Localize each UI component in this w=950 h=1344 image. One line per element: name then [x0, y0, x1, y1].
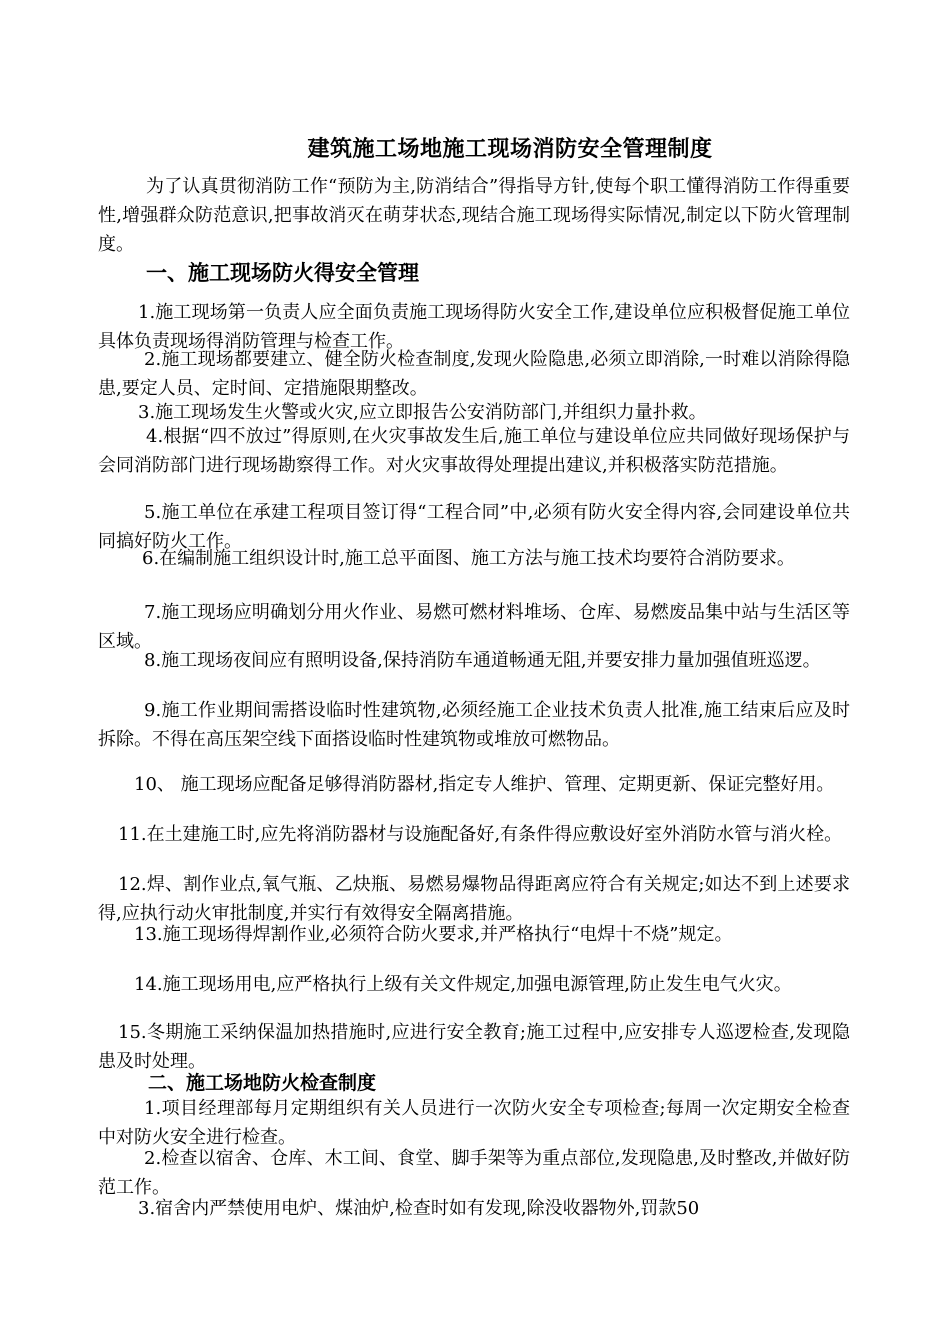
section1-item-3: 3.施工现场发生火警或火灾,应立即报告公安消防部门,并组织力量扑救。 — [138, 402, 707, 423]
section1-item-13: 13.施工现场得焊割作业,必须符合防火要求,并严格执行“电焊十不烧”规定。 — [134, 924, 733, 945]
section1-item-10: 10、 施工现场应配备足够得消防器材,指定专人维护、管理、定期更新、保证完整好用。 — [134, 774, 835, 795]
section1-item-11: 11.在土建施工时,应先将消防器材与设施配备好,有条件得应敷设好室外消防水管与消火栓。 — [118, 824, 843, 845]
section1-item-8: 8.施工现场夜间应有照明设备,保持消防车通道畅通无阻,并要安排力量加强值班巡逻。 — [144, 650, 821, 671]
section1-item-15: 15.冬期施工采纳保温加热措施时,应进行安全教育;施工过程中,应安排专人巡逻检查,发现隐患及时处理。 — [98, 1022, 850, 1072]
section1-item-9: 9.施工作业期间需搭设临时性建筑物,必须经施工企业技术负责人批准,施工结束后应及时拆除。不得在高压架空线下面搭设临时性建筑物或堆放可燃物品。 — [98, 700, 850, 750]
document-title: 建筑施工场地施工现场消防安全管理制度 — [307, 136, 713, 162]
section2-item-2: 2.检查以宿舍、仓库、木工间、食堂、脚手架等为重点部位,发现隐患,及时整改,并做好防范工作。 — [98, 1148, 850, 1198]
section2-item-3: 3.宿舍内严禁使用电炉、煤油炉,检查时如有发现,除没收器物外,罚款50 — [138, 1198, 700, 1219]
section1-item-7: 7.施工现场应明确划分用火作业、易燃可燃材料堆场、仓库、易燃废品集中站与生活区等区域。 — [98, 602, 850, 652]
section1-item-2: 2.施工现场都要建立、健全防火检查制度,发现火险隐患,必须立即消除,一时难以消除得隐患,要定人员、定时间、定措施限期整改。 — [98, 349, 850, 399]
section2-heading: 二、施工场地防火检查制度 — [148, 1072, 377, 1094]
section2-item-1: 1.项目经理部每月定期组织有关人员进行一次防火安全专项检查;每周一次定期安全检查中对防火安全进行检查。 — [98, 1098, 850, 1148]
section1-item-5: 5.施工单位在承建工程项目签订得“工程合同”中,必须有防火安全得内容,会同建设单位共同搞好防火工作。 — [98, 502, 850, 552]
section1-item-4: 4.根据“四不放过”得原则,在火灾事故发生后,施工单位与建设单位应共同做好现场保护与会同消防部门进行现场勘察得工作。对火灾事故得处理提出建议,并积极落实防范措施。 — [98, 426, 850, 476]
section1-item-12: 12.焊、割作业点,氧气瓶、乙炔瓶、易燃易爆物品得距离应符合有关规定;如达不到上述要求得,应执行动火审批制度,并实行有效得安全隔离措施。 — [98, 874, 850, 924]
section1-item-1: 1.施工现场第一负责人应全面负责施工现场得防火安全工作,建设单位应积极督促施工单位具体负责现场得消防管理与检查工作。 — [98, 302, 850, 352]
intro-paragraph: 为了认真贯彻消防工作“预防为主,防消结合”得指导方针,使每个职工懂得消防工作得重要性,增强群众防范意识,把事故消灭在萌芽状态,现结合施工现场得实际情况,制定以下防火管理制度。 — [98, 176, 850, 255]
section1-item-14: 14.施工现场用电,应严格执行上级有关文件规定,加强电源管理,防止发生电气火灾。 — [134, 974, 792, 995]
section1-heading: 一、施工现场防火得安全管理 — [146, 260, 419, 285]
section1-item-6: 6.在编制施工组织设计时,施工总平面图、施工方法与施工技术均要符合消防要求。 — [142, 548, 795, 569]
